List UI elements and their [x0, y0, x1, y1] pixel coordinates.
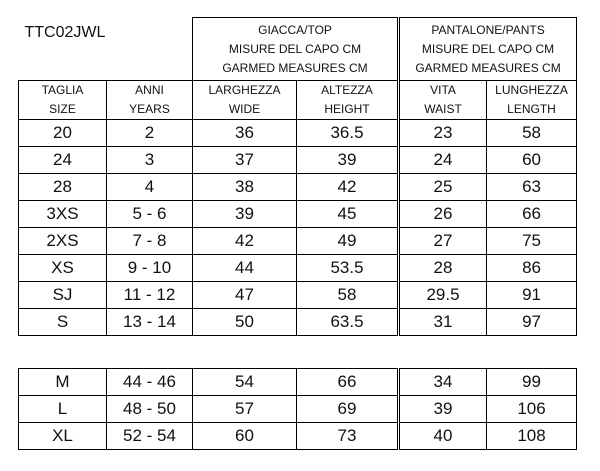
- col-header-length: LUNGHEZZA LENGTH: [487, 81, 577, 120]
- waist-cell: 29.5: [399, 282, 487, 309]
- height-cell: 58: [297, 282, 399, 309]
- wide-cell: 60: [193, 423, 297, 450]
- pants-group-en: GARMED MEASURES CM: [415, 60, 561, 75]
- wide-cell: 42: [193, 228, 297, 255]
- size-chart-adult: [18, 368, 577, 450]
- size-cell: M: [19, 369, 107, 396]
- top-group-title: GIACCA/TOP: [258, 22, 332, 37]
- length-cell: 106: [487, 396, 577, 423]
- size-cell: 24: [19, 147, 107, 174]
- table-row: [19, 228, 577, 255]
- waist-cell: 27: [399, 228, 487, 255]
- waist-cell: 26: [399, 201, 487, 228]
- length-cell: 99: [487, 369, 577, 396]
- height-cell: 66: [297, 369, 399, 396]
- length-cell: 91: [487, 282, 577, 309]
- years-cell: 2: [107, 120, 193, 147]
- height-cell: 73: [297, 423, 399, 450]
- size-cell: 3XS: [19, 201, 107, 228]
- height-cell: 53.5: [297, 255, 399, 282]
- wide-cell: 44: [193, 255, 297, 282]
- pants-group-it: MISURE DEL CAPO CM: [421, 41, 555, 56]
- pants-group-title: PANTALONE/PANTS: [431, 22, 545, 37]
- size-cell: 20: [19, 120, 107, 147]
- length-cell: 66: [487, 201, 577, 228]
- size-cell: XL: [19, 423, 107, 450]
- size-cell: 28: [19, 174, 107, 201]
- wide-cell: 57: [193, 396, 297, 423]
- top-measures-group: [193, 18, 399, 81]
- col-header-size: TAGLIA SIZE: [19, 81, 107, 120]
- height-cell: 45: [297, 201, 399, 228]
- waist-cell: 23: [399, 120, 487, 147]
- table-row: [19, 369, 577, 396]
- wide-cell: 50: [193, 309, 297, 336]
- length-cell: 58: [487, 120, 577, 147]
- height-cell: 36.5: [297, 120, 399, 147]
- waist-cell: 40: [399, 423, 487, 450]
- table-row: [19, 282, 577, 309]
- wide-cell: 37: [193, 147, 297, 174]
- top-group-en: GARMED MEASURES CM: [222, 60, 368, 75]
- length-cell: 75: [487, 228, 577, 255]
- years-cell: 44 - 46: [107, 369, 193, 396]
- wide-cell: 36: [193, 120, 297, 147]
- wide-cell: 54: [193, 369, 297, 396]
- table-row: [19, 423, 577, 450]
- table-row: [19, 120, 577, 147]
- years-cell: 13 - 14: [107, 309, 193, 336]
- size-cell: S: [19, 309, 107, 336]
- years-cell: 5 - 6: [107, 201, 193, 228]
- years-cell: 48 - 50: [107, 396, 193, 423]
- waist-cell: 28: [399, 255, 487, 282]
- size-cell: XS: [19, 255, 107, 282]
- table-row: [19, 255, 577, 282]
- length-cell: 86: [487, 255, 577, 282]
- size-cell: 2XS: [19, 228, 107, 255]
- model-code: TTC02JWL: [24, 23, 106, 41]
- wide-cell: 38: [193, 174, 297, 201]
- years-cell: 4: [107, 174, 193, 201]
- size-cell: L: [19, 396, 107, 423]
- length-cell: 108: [487, 423, 577, 450]
- waist-cell: 39: [399, 396, 487, 423]
- years-cell: 11 - 12: [107, 282, 193, 309]
- height-cell: 63.5: [297, 309, 399, 336]
- top-group-it: MISURE DEL CAPO CM: [228, 41, 362, 56]
- waist-cell: 24: [399, 147, 487, 174]
- years-cell: 52 - 54: [107, 423, 193, 450]
- table-row: [19, 396, 577, 423]
- column-header-row: [19, 81, 577, 120]
- col-header-height: ALTEZZA HEIGHT: [297, 81, 399, 120]
- length-cell: 63: [487, 174, 577, 201]
- length-cell: 60: [487, 147, 577, 174]
- wide-cell: 39: [193, 201, 297, 228]
- height-cell: 69: [297, 396, 399, 423]
- pants-measures-group: [399, 18, 577, 81]
- length-cell: 97: [487, 309, 577, 336]
- height-cell: 39: [297, 147, 399, 174]
- waist-cell: 25: [399, 174, 487, 201]
- col-header-waist: VITA WAIST: [399, 81, 487, 120]
- waist-cell: 34: [399, 369, 487, 396]
- col-header-wide: LARGHEZZA WIDE: [193, 81, 297, 120]
- height-cell: 42: [297, 174, 399, 201]
- table-row: [19, 201, 577, 228]
- wide-cell: 47: [193, 282, 297, 309]
- years-cell: 9 - 10: [107, 255, 193, 282]
- height-cell: 49: [297, 228, 399, 255]
- col-header-years: ANNI YEARS: [107, 81, 193, 120]
- years-cell: 3: [107, 147, 193, 174]
- table-row: [19, 309, 577, 336]
- table-row: [19, 174, 577, 201]
- size-cell: SJ: [19, 282, 107, 309]
- size-chart-main: [18, 17, 577, 336]
- years-cell: 7 - 8: [107, 228, 193, 255]
- table-row: [19, 147, 577, 174]
- waist-cell: 31: [399, 309, 487, 336]
